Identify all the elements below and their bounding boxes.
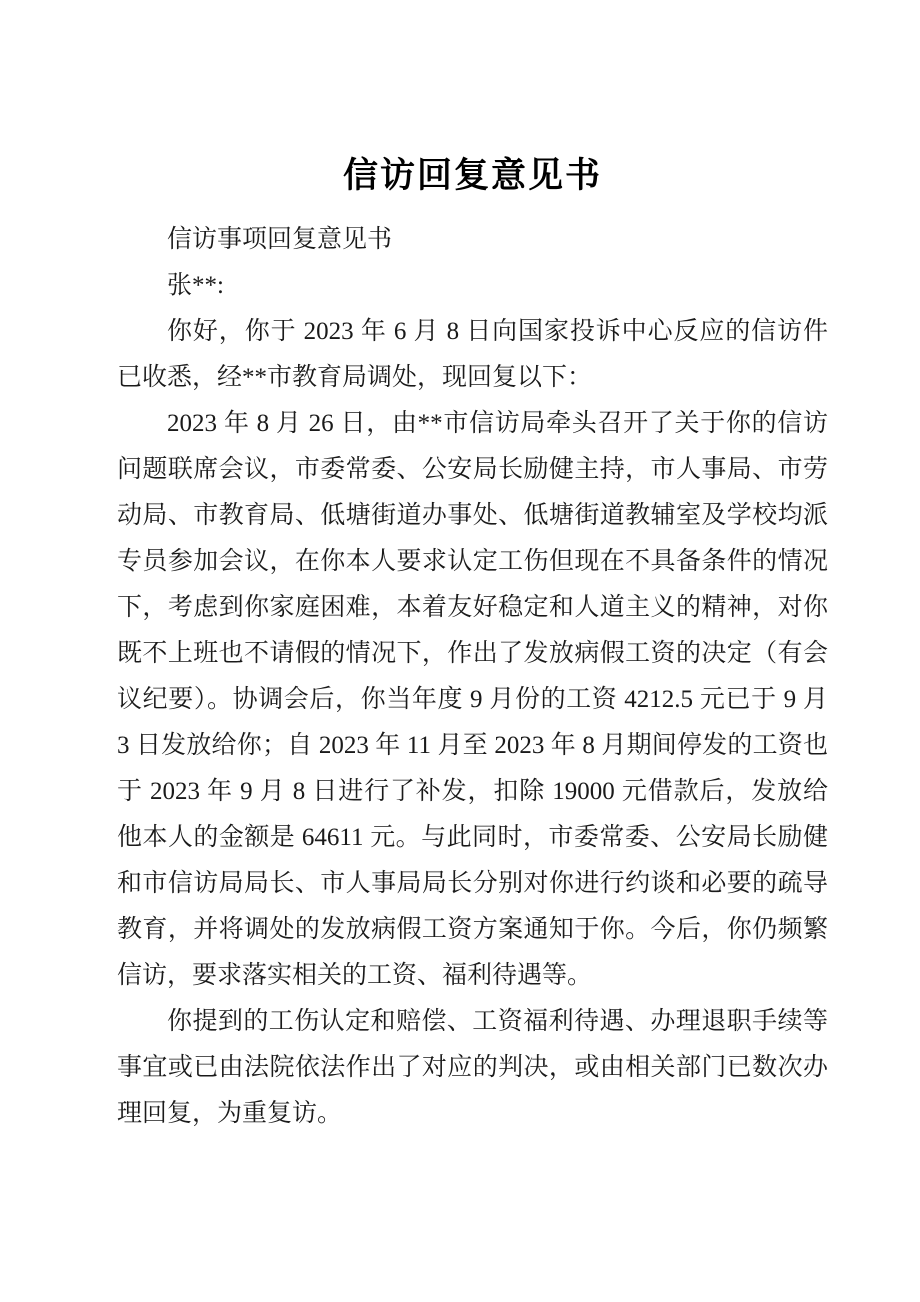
document-body	[117, 217, 828, 1137]
paragraph-conclusion: 你提到的工伤认定和赔偿、工资福利待遇、办理退职手续等事宜或已由法院依法作出了对应的判决，或由相关部门已数次办理回复，为重复访。	[117, 1008, 828, 1127]
paragraph-subtitle: 信访事项回复意见书	[167, 226, 393, 253]
paragraph-intro: 你好，你于 2023 年 6 月 8 日向国家投诉中心反应的信访件已收悉，经**市教育局调处，现回复以下：	[117, 318, 828, 391]
document-title: 信访回复意见书	[342, 156, 602, 195]
paragraph-salutation: 张**:	[167, 272, 224, 299]
paragraph-main: 2023 年 8 月 26 日，由**市信访局牵头召开了关于你的信访问题联席会议，市委常委、公安局长励健主持，市人事局、市劳动局、市教育局、低塘街道办事处、低塘街道教辅室及学校均派专员参加会议，在你本人要求认定工伤但现在不具备条件的情况下，考虑到你家庭困难，本着友好稳定和人道主义的精神，对你既不上班也不请假的情况下，作出了发放病假工资的决定（有会议纪要）。协调会后，你当年度 9 月份的工资 4212.5 元已于 9 月 3 日发放给你；自 2023 年 11 月至 2023 年 8 月期间停发的工资也于 2023 年 9 月 8 日进行了补发，扣除 19000 元借款后，发放给他本人的金额是 64611 元。与此同时，市委常委、公安局长励健和市信访局局长、市人事局局长分别对你进行约谈和必要的疏导教育，并将调处的发放病假工资方案通知于你。今后，你仍频繁信访，要求落实相关的工资、福利待遇等。	[117, 410, 828, 989]
document-content	[117, 153, 828, 1137]
